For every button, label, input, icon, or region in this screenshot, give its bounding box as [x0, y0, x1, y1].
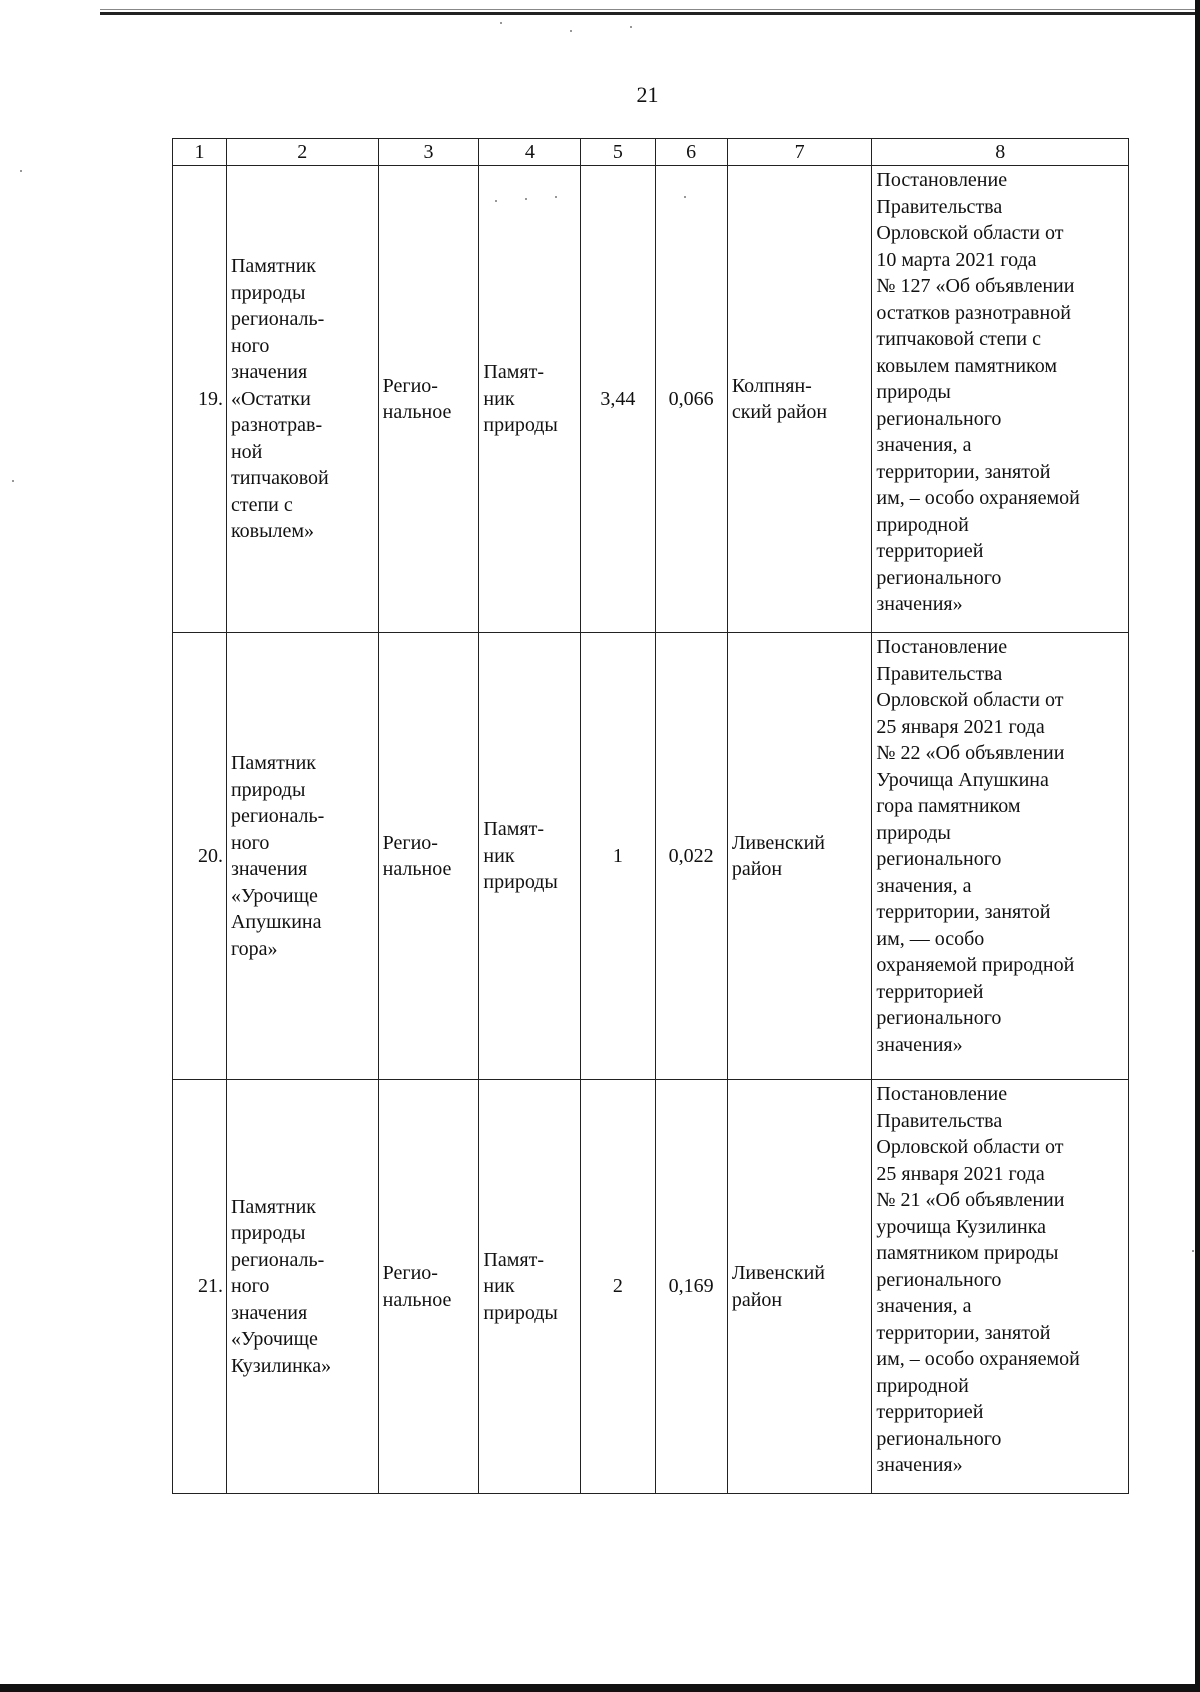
category-cell: Памят- ник природы: [479, 1080, 581, 1494]
row-number-cell: 19.: [173, 166, 227, 633]
column-header-5: 5: [581, 139, 655, 166]
protected-zone-area-cell: 0,022: [655, 633, 727, 1080]
table-row: [173, 633, 1129, 1080]
object-name-cell: Памятник природы региональ- ного значения «Урочище Кузилинка»: [226, 1080, 378, 1494]
district-cell: Ливенский район: [727, 1080, 872, 1494]
significance-cell: Регио- нальное: [378, 166, 479, 633]
protected-zone-area-cell: 0,169: [655, 1080, 727, 1494]
significance-cell: Регио- нальное: [378, 633, 479, 1080]
category-cell: Памят- ник природы: [479, 633, 581, 1080]
row-number-cell: 20.: [173, 633, 227, 1080]
legal-basis-cell: Постановление Правительства Орловской области от 25 января 2021 года № 22 «Об объявлении Урочища Апушкина гора памятником природы регионального значения, а территории, занятой им, — особо охраняемой природной территорией регионального значения»: [872, 633, 1129, 1080]
district-cell: Ливенский район: [727, 633, 872, 1080]
scan-speck: [20, 170, 22, 172]
scan-edge-top-thin: [100, 9, 1200, 10]
column-header-4: 4: [479, 139, 581, 166]
column-header-1: 1: [173, 139, 227, 166]
scan-speck: [570, 30, 572, 32]
object-name-cell: Памятник природы региональ- ного значения «Урочище Апушкина гора»: [226, 633, 378, 1080]
column-header-3: 3: [378, 139, 479, 166]
table-row: [173, 1080, 1129, 1494]
column-header-7: 7: [727, 139, 872, 166]
protected-zone-area-cell: 0,066: [655, 166, 727, 633]
scan-edge-bottom: [0, 1684, 1200, 1692]
table-header-row: [173, 139, 1129, 166]
category-cell: Памят- ник природы: [479, 166, 581, 633]
scan-speck: [500, 22, 502, 24]
scan-edge-right: [1195, 0, 1200, 1692]
scan-edge-top: [100, 12, 1200, 15]
area-cell: 3,44: [581, 166, 655, 633]
scan-speck: [630, 26, 632, 28]
area-cell: 1: [581, 633, 655, 1080]
scan-speck: [12, 480, 14, 482]
legal-basis-cell: Постановление Правительства Орловской области от 10 марта 2021 года № 127 «Об объявлении остатков разнотравной типчаковой степи с ковылем памятником природы регионального значения, а территории, занятой им, – особо охраняемой природной территорией регионального значения»: [872, 166, 1129, 633]
row-number-cell: 21.: [173, 1080, 227, 1494]
page-number: 21: [636, 82, 659, 107]
district-cell: Колпнян- ский район: [727, 166, 872, 633]
significance-cell: Регио- нальное: [378, 1080, 479, 1494]
legal-basis-cell: Постановление Правительства Орловской области от 25 января 2021 года № 21 «Об объявлении урочища Кузилинка памятником природы регионального значения, а территории, занятой им, – особо охраняемой природной территорией регионального значения»: [872, 1080, 1129, 1494]
area-cell: 2: [581, 1080, 655, 1494]
column-header-6: 6: [655, 139, 727, 166]
column-header-8: 8: [872, 139, 1129, 166]
scan-speck: [1192, 1250, 1194, 1252]
table-row: [173, 166, 1129, 633]
object-name-cell: Памятник природы региональ- ного значения «Остатки разнотрав- ной типчаковой степи с ковылем»: [226, 166, 378, 633]
column-header-2: 2: [226, 139, 378, 166]
protected-areas-table: [172, 138, 1129, 1494]
